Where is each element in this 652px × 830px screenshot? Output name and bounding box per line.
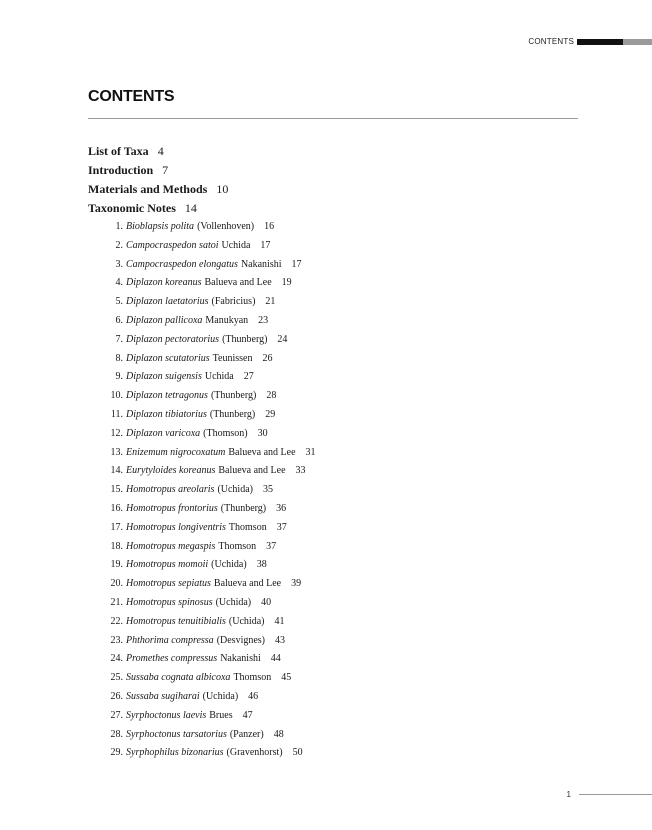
taxon-number: 28. bbox=[110, 728, 123, 740]
taxon-name: Eurytyloides koreanus bbox=[126, 465, 216, 477]
toc-entry-introduction[interactable] bbox=[88, 161, 578, 180]
taxon-page: 46 bbox=[248, 690, 259, 702]
taxon-name: Bioblapsis polita bbox=[126, 221, 195, 232]
taxon-author: Balueva and Lee bbox=[218, 465, 286, 477]
toc-taxon-entry[interactable] bbox=[88, 594, 578, 613]
toc-entry-taxonomic-notes[interactable] bbox=[88, 199, 578, 218]
taxon-number: 26. bbox=[110, 690, 123, 702]
taxon-name: Homotropus megaspis bbox=[126, 540, 216, 552]
taxon-number: 3. bbox=[115, 258, 123, 270]
taxon-name: Diplazon varicoxa bbox=[126, 427, 201, 439]
taxon-page: 41 bbox=[274, 615, 285, 627]
taxon-number: 7. bbox=[115, 333, 123, 345]
taxon-text bbox=[126, 481, 273, 500]
taxon-number: 29. bbox=[110, 747, 123, 759]
taxon-author: (Uchida) bbox=[228, 615, 265, 627]
taxon-page: 39 bbox=[291, 578, 302, 590]
taxon-number: 16. bbox=[110, 502, 123, 514]
taxon-text bbox=[126, 575, 301, 594]
toc-taxon-entry[interactable] bbox=[88, 312, 578, 331]
taxon-author: Manukyan bbox=[205, 314, 249, 326]
taxon-page: 44 bbox=[270, 653, 281, 665]
toc-taxon-entry[interactable] bbox=[88, 256, 578, 275]
taxon-name: Sussaba cognata albicoxa bbox=[126, 672, 231, 684]
taxon-number: 8. bbox=[115, 352, 123, 364]
taxon-text bbox=[126, 669, 291, 688]
taxon-number: 22. bbox=[110, 615, 123, 627]
taxon-page: 36 bbox=[276, 502, 287, 514]
toc-taxon-entry[interactable] bbox=[88, 481, 578, 500]
taxon-page: 38 bbox=[256, 559, 267, 571]
taxon-number: 5. bbox=[115, 296, 123, 308]
taxon-name: Homotropus sepiatus bbox=[126, 578, 211, 590]
toc-entry-page: 4 bbox=[157, 144, 164, 158]
toc-taxon-entry[interactable] bbox=[88, 331, 578, 350]
table-of-contents bbox=[88, 142, 578, 763]
taxon-author: Thomson bbox=[228, 521, 267, 533]
toc-taxon-entry[interactable] bbox=[88, 368, 578, 387]
taxon-text bbox=[126, 462, 306, 481]
toc-entry-page: 14 bbox=[184, 201, 197, 215]
taxon-author: Nakanishi bbox=[220, 653, 261, 665]
taxon-text bbox=[126, 613, 284, 632]
taxon-text bbox=[126, 312, 268, 331]
taxon-text bbox=[126, 444, 316, 463]
taxon-page: 40 bbox=[261, 596, 272, 608]
taxon-text bbox=[126, 425, 268, 444]
toc-taxon-entry[interactable] bbox=[88, 350, 578, 369]
taxon-name: Homotropus longiventris bbox=[126, 521, 226, 533]
taxon-text bbox=[126, 538, 276, 557]
taxon-text bbox=[126, 293, 275, 312]
taxon-text bbox=[126, 274, 292, 293]
taxon-text bbox=[126, 519, 287, 538]
taxon-author: (Gravenhorst) bbox=[226, 747, 283, 759]
taxon-number: 19. bbox=[110, 559, 123, 571]
taxon-name: Sussaba sugiharai bbox=[126, 690, 200, 702]
toc-taxon-entry[interactable] bbox=[88, 688, 578, 707]
taxon-number: 15. bbox=[110, 484, 123, 496]
toc-taxon-entry[interactable] bbox=[88, 425, 578, 444]
taxon-number: 17. bbox=[110, 521, 123, 533]
taxon-text bbox=[126, 500, 286, 519]
toc-taxon-entry[interactable] bbox=[88, 237, 578, 256]
taxon-name: Diplazon tetragonus bbox=[126, 390, 208, 402]
taxon-text bbox=[126, 726, 284, 745]
taxon-name: Homotropus frontorius bbox=[126, 502, 218, 514]
toc-entry-label: Materials and Methods bbox=[88, 182, 208, 196]
taxon-text bbox=[126, 632, 285, 651]
running-head-label: CONTENTS bbox=[528, 37, 574, 46]
taxon-author: (Thunberg) bbox=[220, 502, 267, 514]
taxon-number: 4. bbox=[115, 277, 123, 289]
taxon-page: 37 bbox=[266, 540, 277, 552]
taxon-number: 1. bbox=[115, 221, 123, 232]
taxon-name: Syrphoctonus laevis bbox=[126, 709, 207, 721]
taxon-page: 48 bbox=[273, 728, 284, 740]
taxon-name: Phthorima compressa bbox=[126, 634, 214, 646]
toc-taxon-entry[interactable] bbox=[88, 462, 578, 481]
taxon-author: (Uchida) bbox=[215, 596, 252, 608]
taxon-author: Uchida bbox=[221, 239, 251, 251]
taxon-name: Syrphophilus bizonarius bbox=[126, 747, 224, 759]
footer-rule bbox=[579, 794, 652, 795]
taxon-author: (Uchida) bbox=[217, 484, 253, 496]
taxon-page: 31 bbox=[305, 446, 316, 458]
running-head bbox=[528, 37, 652, 46]
taxon-name: Homotropus spinosus bbox=[126, 596, 213, 608]
toc-taxon-entry[interactable] bbox=[88, 444, 578, 463]
taxon-page: 23 bbox=[258, 314, 269, 326]
taxon-text bbox=[126, 368, 254, 387]
taxon-page: 16 bbox=[264, 221, 275, 232]
toc-taxon-entry[interactable] bbox=[88, 669, 578, 688]
taxon-text bbox=[126, 594, 271, 613]
taxon-author: (Thunberg) bbox=[222, 333, 268, 345]
toc-taxon-entry[interactable] bbox=[88, 538, 578, 557]
taxon-page: 19 bbox=[281, 277, 292, 289]
taxon-page: 17 bbox=[260, 239, 271, 251]
taxon-author: (Thunberg) bbox=[209, 408, 256, 420]
taxon-number: 10. bbox=[110, 390, 123, 402]
taxon-text bbox=[126, 650, 281, 669]
toc-taxon-entry[interactable] bbox=[88, 575, 578, 594]
taxon-page: 45 bbox=[281, 672, 292, 684]
taxon-number: 24. bbox=[110, 653, 123, 665]
taxon-name: Homotropus tenuitibialis bbox=[126, 615, 226, 627]
taxon-text bbox=[126, 688, 258, 707]
taxon-number: 23. bbox=[110, 634, 123, 646]
page-footer bbox=[567, 790, 652, 799]
taxon-name: Promethes compressus bbox=[126, 653, 218, 665]
taxon-number: 2. bbox=[115, 239, 123, 251]
taxon-page: 17 bbox=[291, 258, 302, 270]
taxon-number: 21. bbox=[110, 596, 123, 608]
taxon-author: (Fabricius) bbox=[211, 296, 256, 308]
toc-entry-label: List of Taxa bbox=[88, 144, 149, 158]
page-number: 1 bbox=[566, 790, 571, 799]
title-divider bbox=[88, 118, 578, 119]
taxon-author: (Thunberg) bbox=[210, 390, 257, 402]
taxon-name: Diplazon pallicoxa bbox=[126, 314, 203, 326]
taxon-author: Balueva and Lee bbox=[228, 446, 296, 458]
taxon-number: 20. bbox=[110, 578, 123, 590]
taxon-text bbox=[126, 406, 275, 425]
taxon-name: Diplazon tibiatorius bbox=[126, 408, 207, 420]
taxon-author: Thomson bbox=[233, 672, 272, 684]
toc-entry-page: 7 bbox=[162, 163, 169, 177]
toc-entry-materials-and-methods[interactable] bbox=[88, 180, 578, 199]
toc-taxon-entry[interactable] bbox=[88, 274, 578, 293]
toc-taxon-entry[interactable] bbox=[88, 650, 578, 669]
toc-taxon-entry[interactable] bbox=[88, 500, 578, 519]
toc-taxon-entry[interactable] bbox=[88, 218, 578, 237]
taxon-page: 28 bbox=[266, 390, 277, 402]
taxon-number: 14. bbox=[110, 465, 123, 477]
taxon-text bbox=[126, 218, 274, 237]
taxon-number: 27. bbox=[110, 709, 123, 721]
taxon-text bbox=[126, 387, 276, 406]
taxon-author: (Panzer) bbox=[229, 728, 264, 740]
toc-entry-list-of-taxa[interactable] bbox=[88, 142, 578, 161]
taxon-text bbox=[126, 556, 267, 575]
taxon-page: 26 bbox=[262, 352, 273, 364]
taxon-number: 6. bbox=[115, 314, 123, 326]
toc-taxon-entry[interactable] bbox=[88, 726, 578, 745]
taxon-number: 25. bbox=[110, 672, 123, 684]
toc-entry-label: Introduction bbox=[88, 163, 154, 177]
taxon-page: 27 bbox=[243, 371, 254, 383]
toc-taxon-entry[interactable] bbox=[88, 556, 578, 575]
taxon-author: (Uchida) bbox=[211, 559, 247, 571]
taxon-text bbox=[126, 237, 270, 256]
taxon-name: Campocraspedon satoi bbox=[126, 239, 219, 251]
taxon-name: Diplazon koreanus bbox=[126, 277, 202, 289]
taxon-name: Diplazon scutatorius bbox=[126, 352, 210, 364]
taxon-name: Campocraspedon elongatus bbox=[126, 258, 238, 270]
taxon-author: Thomson bbox=[218, 540, 257, 552]
taxon-number: 13. bbox=[110, 446, 123, 458]
taxon-name: Homotropus areolaris bbox=[126, 484, 215, 496]
taxon-number: 12. bbox=[110, 427, 123, 439]
taxon-author: (Uchida) bbox=[202, 690, 239, 702]
taxon-text bbox=[126, 331, 287, 350]
taxon-author: Uchida bbox=[204, 371, 234, 383]
toc-taxon-entry[interactable] bbox=[88, 406, 578, 425]
taxon-page: 35 bbox=[262, 484, 273, 496]
running-head-bar-grey bbox=[623, 39, 652, 45]
taxon-page: 21 bbox=[265, 296, 276, 308]
taxon-page: 29 bbox=[265, 408, 276, 420]
taxon-number: 11. bbox=[110, 408, 123, 420]
toc-taxon-entry[interactable] bbox=[88, 613, 578, 632]
taxon-text bbox=[126, 744, 303, 763]
taxon-author: Brues bbox=[209, 709, 233, 721]
toc-entry-label: Taxonomic Notes bbox=[88, 201, 176, 215]
taxon-page: 24 bbox=[277, 333, 288, 345]
toc-taxon-entry[interactable] bbox=[88, 387, 578, 406]
taxon-author: Nakanishi bbox=[240, 258, 282, 270]
taxon-author: (Thomson) bbox=[203, 427, 248, 439]
taxa-list bbox=[88, 218, 578, 763]
taxon-name: Syrphoctonus tarsatorius bbox=[126, 728, 227, 740]
taxon-name: Homotropus momoii bbox=[126, 559, 209, 571]
taxon-text bbox=[126, 256, 302, 275]
taxon-page: 37 bbox=[276, 521, 287, 533]
taxon-author: (Desvignes) bbox=[216, 634, 266, 646]
taxon-page: 30 bbox=[257, 427, 268, 439]
toc-taxon-entry[interactable] bbox=[88, 632, 578, 651]
toc-taxon-entry[interactable] bbox=[88, 744, 578, 763]
toc-taxon-entry[interactable] bbox=[88, 519, 578, 538]
page-title: CONTENTS bbox=[88, 88, 175, 105]
taxon-page: 33 bbox=[295, 465, 306, 477]
taxon-text bbox=[126, 707, 253, 726]
taxon-author: Balueva and Lee bbox=[204, 277, 272, 289]
taxon-name: Enizemum nigrocoxatum bbox=[126, 446, 226, 458]
taxon-page: 43 bbox=[275, 634, 286, 646]
taxon-author: (Vollenhoven) bbox=[197, 221, 255, 232]
taxon-number: 18. bbox=[110, 540, 123, 552]
taxon-author: Teunissen bbox=[212, 352, 253, 364]
taxon-page: 47 bbox=[242, 709, 253, 721]
taxon-name: Diplazon pectoratorius bbox=[126, 333, 220, 345]
taxon-name: Diplazon suigensis bbox=[126, 371, 202, 383]
toc-taxon-entry[interactable] bbox=[88, 707, 578, 726]
taxon-name: Diplazon laetatorius bbox=[126, 296, 209, 308]
taxon-page: 50 bbox=[292, 747, 303, 759]
taxon-number: 9. bbox=[115, 371, 123, 383]
taxon-text bbox=[126, 350, 272, 369]
running-head-bar-dark bbox=[577, 39, 623, 45]
toc-entry-page: 10 bbox=[216, 182, 229, 196]
toc-taxon-entry[interactable] bbox=[88, 293, 578, 312]
taxon-author: Balueva and Lee bbox=[213, 578, 282, 590]
